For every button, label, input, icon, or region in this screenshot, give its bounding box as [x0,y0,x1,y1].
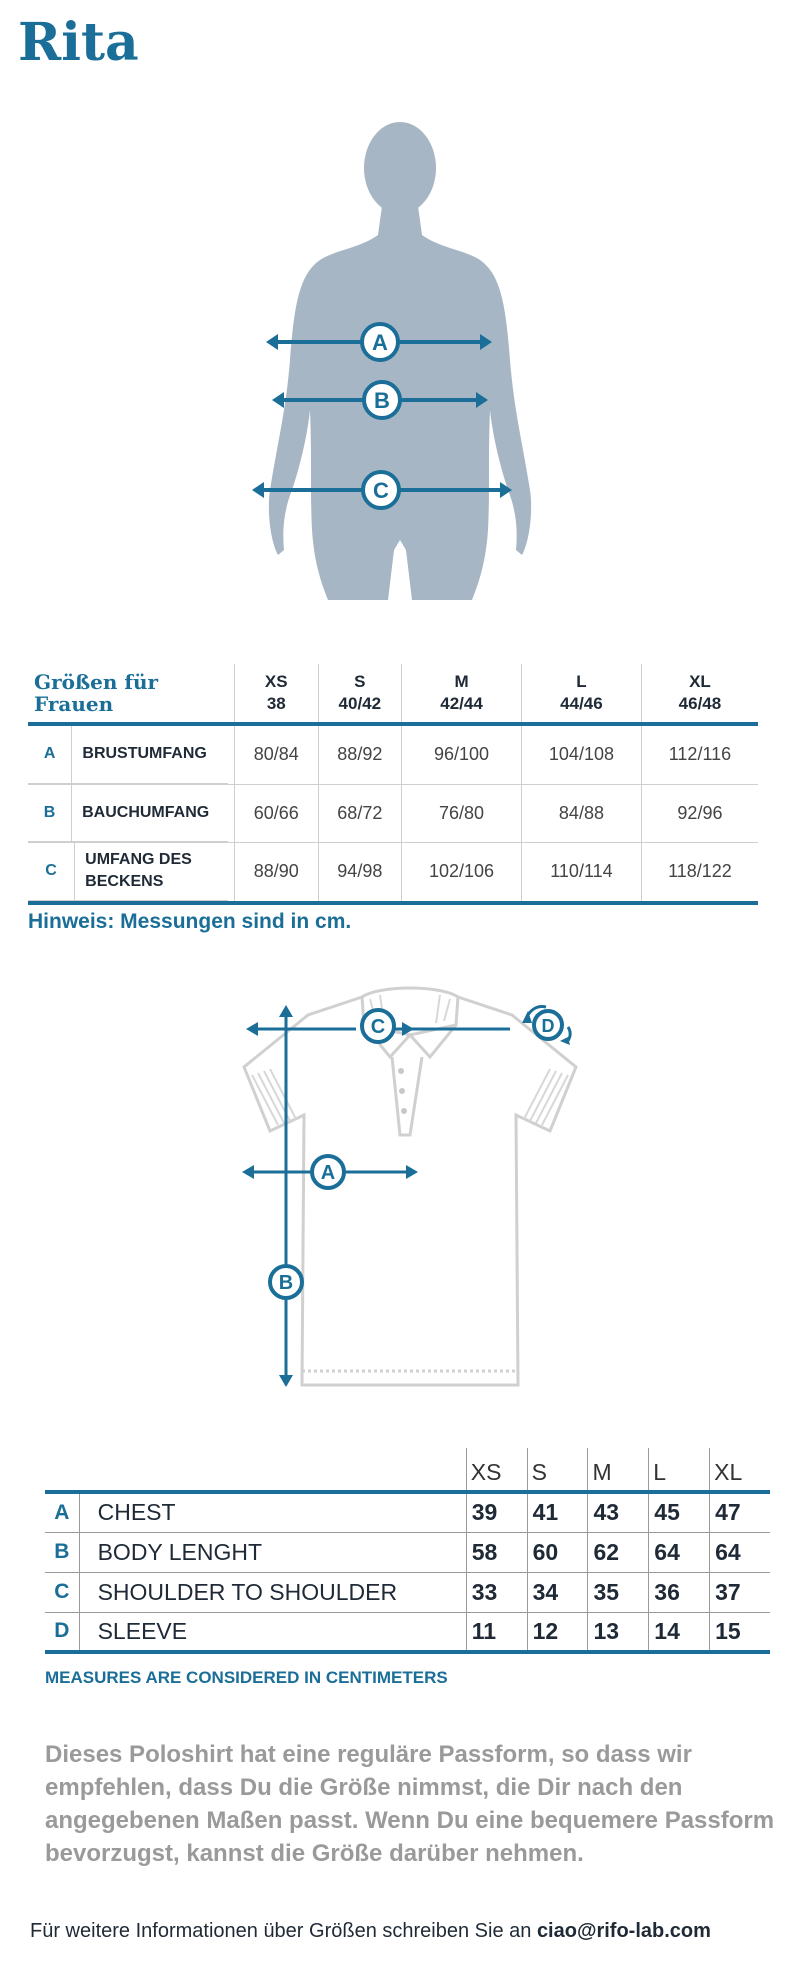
row-label: BODY LENGHT [79,1532,466,1572]
measures-note: MEASURES ARE CONSIDERED IN CENTIMETERS [45,1668,448,1687]
polo-size-table [45,1448,770,1654]
cell: 58 [466,1532,527,1572]
row-label: SLEEVE [79,1612,466,1652]
size-col-s: S [527,1448,588,1492]
size-col-l: L 44/46 [522,664,642,724]
polo-marker-c [362,1010,394,1042]
marker-c [363,472,399,508]
table-row [45,1532,770,1572]
table-row [45,1492,770,1532]
table-row [45,1612,770,1652]
cell: 60/66 [235,784,319,843]
cell: 88/90 [235,843,319,903]
women-table-title: Größen für Frauen [34,670,159,716]
svg-text:C: C [373,478,389,503]
polo-marker-b [270,1266,302,1298]
cell: 60 [527,1532,588,1572]
row-letter: B [54,1540,70,1563]
table-row [28,724,758,784]
measurement-note: Hinweis: Messungen sind in cm. [28,910,352,933]
cell: 13 [588,1612,649,1652]
polo-marker-d [534,1011,562,1039]
marker-b [364,382,400,418]
table-row [45,1572,770,1612]
cell: 37 [710,1572,770,1612]
cell: 68/72 [318,784,402,843]
cell: 76/80 [402,784,522,843]
row-letter: A [43,745,56,763]
row-label: SHOULDER TO SHOULDER [79,1572,466,1612]
cell: 64 [649,1532,710,1572]
footer-contact [30,1920,711,1943]
size-col-l: L [649,1448,710,1492]
cell: 35 [588,1572,649,1612]
cell: 110/114 [522,843,642,903]
svg-text:A: A [372,330,388,355]
cell: 112/116 [641,724,758,784]
page-title: Rita [18,12,139,73]
cell: 92/96 [641,784,758,843]
footer-text: Für weitere Informationen über Größen schreiben Sie an [30,1920,532,1942]
cell: 62 [588,1532,649,1572]
cell: 104/108 [522,724,642,784]
cell: 39 [466,1492,527,1532]
cell: 43 [588,1492,649,1532]
cell: 96/100 [402,724,522,784]
svg-text:D: D [541,1016,555,1036]
women-table-header [28,664,758,724]
size-col-s: S 40/42 [318,664,402,724]
row-letter: B [43,803,56,821]
cell: 34 [527,1572,588,1612]
cell: 12 [527,1612,588,1652]
row-letter: D [54,1619,70,1643]
cell: 84/88 [522,784,642,843]
cell: 47 [710,1492,770,1532]
cell: 11 [466,1612,527,1652]
women-size-table [28,664,758,905]
svg-text:B: B [374,388,390,413]
cell: 64 [710,1532,770,1572]
cell: 45 [649,1492,710,1532]
svg-text:B: B [278,1272,294,1294]
polo-table-header [45,1448,770,1492]
cell: 80/84 [235,724,319,784]
table-row [28,784,758,843]
row-letter: C [54,1580,70,1603]
marker-a [362,324,398,360]
contact-email-link[interactable]: ciao@rifo-lab.com [536,1920,711,1942]
table-row [28,843,758,903]
row-letter: C [45,862,57,880]
row-label: BRUSTUMFANG [72,726,228,783]
svg-text:C: C [370,1016,386,1038]
row-label: UMFANG DES BECKENS [75,843,228,900]
cell: 102/106 [402,843,522,903]
cell: 36 [649,1572,710,1612]
size-col-xl: XL 46/48 [641,664,758,724]
cell: 88/92 [318,724,402,784]
size-col-m: M 42/44 [402,664,522,724]
row-letter: A [54,1500,70,1524]
svg-text:A: A [320,1162,336,1184]
size-col-xs: XS [466,1448,527,1492]
polo-shirt-outline-icon [230,975,590,1395]
cell: 33 [466,1572,527,1612]
woman-silhouette-icon [240,110,560,610]
cell: 41 [527,1492,588,1532]
polo-marker-a [312,1156,344,1188]
fit-description: Dieses Poloshirt hat eine reguläre Passform, so dass wir empfehlen, dass Du die Größe nimmst, die Dir nach den angegebenen Maßen passt. Wenn Du eine bequemere Passform bevorzugst, kannst die Größe darüber nehmen. [45,1741,775,1867]
cell: 15 [710,1612,770,1652]
cell: 14 [649,1612,710,1652]
row-label: CHEST [79,1492,466,1532]
size-col-xl: XL [710,1448,770,1492]
size-col-m: M [588,1448,649,1492]
row-label: BAUCHUMFANG [72,785,228,842]
size-col-xs: XS 38 [235,664,319,724]
cell: 118/122 [641,843,758,903]
cell: 94/98 [318,843,402,903]
